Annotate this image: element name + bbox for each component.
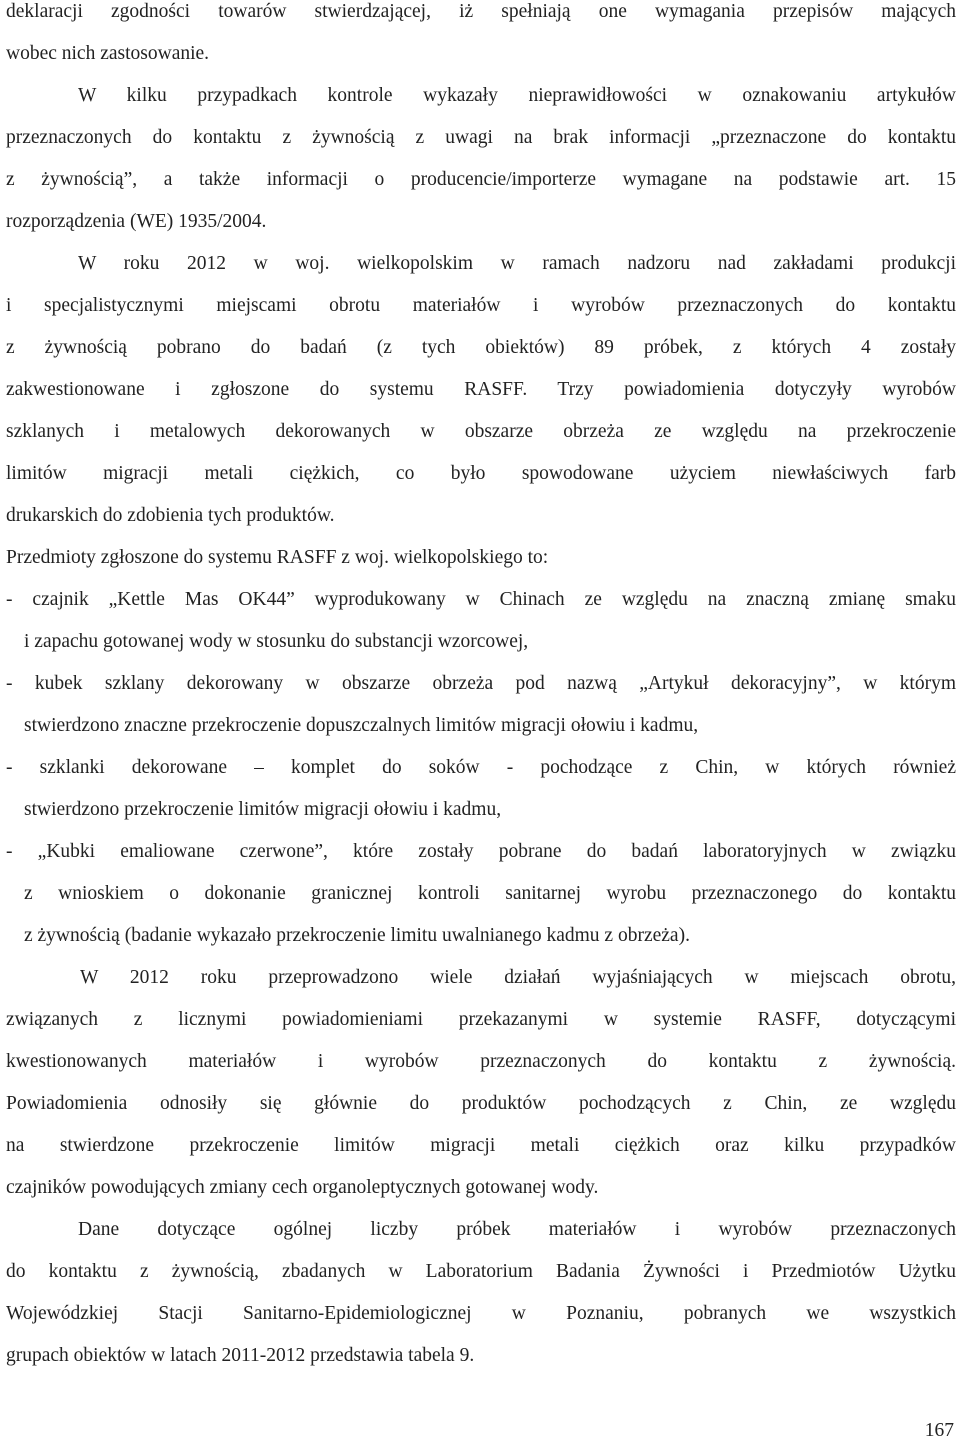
body-text-line: szklanych i metalowych dekorowanych w obszarze obrzeża ze względu na przekroczenie [6,421,956,442]
body-text-line: na stwierdzone przekroczenie limitów migracji metali ciężkich oraz kilku przypadków [6,1135,956,1156]
body-text-line: i specjalistycznymi miejscami obrotu materiałów i wyrobów przeznaczonych do kontaktu [6,295,956,316]
body-text-line: W kilku przypadkach kontrole wykazały nieprawidłowości w oznakowaniu artykułów [78,85,956,106]
body-text-line: rozporządzenia (WE) 1935/2004. [6,211,267,232]
list-item-line: z żywnością (badanie wykazało przekroczenie limitu uwalnianego kadmu z obrzeża). [24,925,690,946]
body-text-line: wobec nich zastosowanie. [6,43,210,64]
body-text-line: związanych z licznymi powiadomieniami przekazanymi w systemie RASFF, dotyczącymi [6,1009,956,1030]
list-item-line: - szklanki dekorowane – komplet do soków - pochodzące z Chin, w których również [6,757,956,778]
body-text-line: kwestionowanych materiałów i wyrobów przeznaczonych do kontaktu z żywnością. [6,1051,956,1072]
list-intro-line: Przedmioty zgłoszone do systemu RASFF z woj. wielkopolskiego to: [6,547,549,568]
body-text-line: Powiadomienia odnosiły się głównie do produktów pochodzących z Chin, ze względu [6,1093,956,1114]
list-item-line: stwierdzono znaczne przekroczenie dopuszczalnych limitów migracji ołowiu i kadmu, [24,715,699,736]
body-text-line: W roku 2012 w woj. wielkopolskim w ramach nadzoru nad zakładami produkcji [78,253,956,274]
body-text-line: drukarskich do zdobienia tych produktów. [6,505,335,526]
body-text-line: W 2012 roku przeprowadzono wiele działań wyjaśniających w miejscach obrotu, [80,967,956,988]
body-text-line: z żywnością”, a także informacji o producencie/importerze wymagane na podstawie art. 15 [6,169,956,190]
list-item-line: - czajnik „Kettle Mas OK44” wyprodukowany w Chinach ze względu na znaczną zmianę smaku [6,589,956,610]
body-text-line: grupach obiektów w latach 2011-2012 przedstawia tabela 9. [6,1345,475,1366]
list-item-line: - kubek szklany dekorowany w obszarze obrzeża pod nazwą „Artykuł dekoracyjny”, w którym [6,673,956,694]
body-text-line: Dane dotyczące ogólnej liczby próbek materiałów i wyrobów przeznaczonych [78,1219,956,1240]
list-item-line: i zapachu gotowanej wody w stosunku do substancji wzorcowej, [24,631,529,652]
list-item-line: stwierdzono przekroczenie limitów migracji ołowiu i kadmu, [24,799,502,820]
body-text-line: przeznaczonych do kontaktu z żywnością z uwagi na brak informacji „przeznaczone do kontaktu [6,127,956,148]
body-text-line: zakwestionowane i zgłoszone do systemu RASFF. Trzy powiadomienia dotyczyły wyrobów [6,379,956,400]
body-text-line: z żywnością pobrano do badań (z tych obiektów) 89 próbek, z których 4 zostały [6,337,956,358]
page-number: 167 [924,1420,954,1441]
body-text-line: do kontaktu z żywnością, zbadanych w Laboratorium Badania Żywności i Przedmiotów Użytku [6,1261,956,1282]
body-text-line: czajników powodujących zmiany cech organoleptycznych gotowanej wody. [6,1177,599,1198]
list-item-line: - „Kubki emaliowane czerwone”, które zostały pobrane do badań laboratoryjnych w związku [6,841,956,862]
body-text-line: Wojewódzkiej Stacji Sanitarno-Epidemiologicznej w Poznaniu, pobranych we wszystkich [6,1303,956,1324]
body-text-line: deklaracji zgodności towarów stwierdzającej, iż spełniają one wymagania przepisów mających [6,1,956,22]
body-text-line: limitów migracji metali ciężkich, co było spowodowane użyciem niewłaściwych farb [6,463,956,484]
list-item-line: z wnioskiem o dokonanie granicznej kontroli sanitarnej wyrobu przeznaczonego do kontaktu [24,883,956,904]
